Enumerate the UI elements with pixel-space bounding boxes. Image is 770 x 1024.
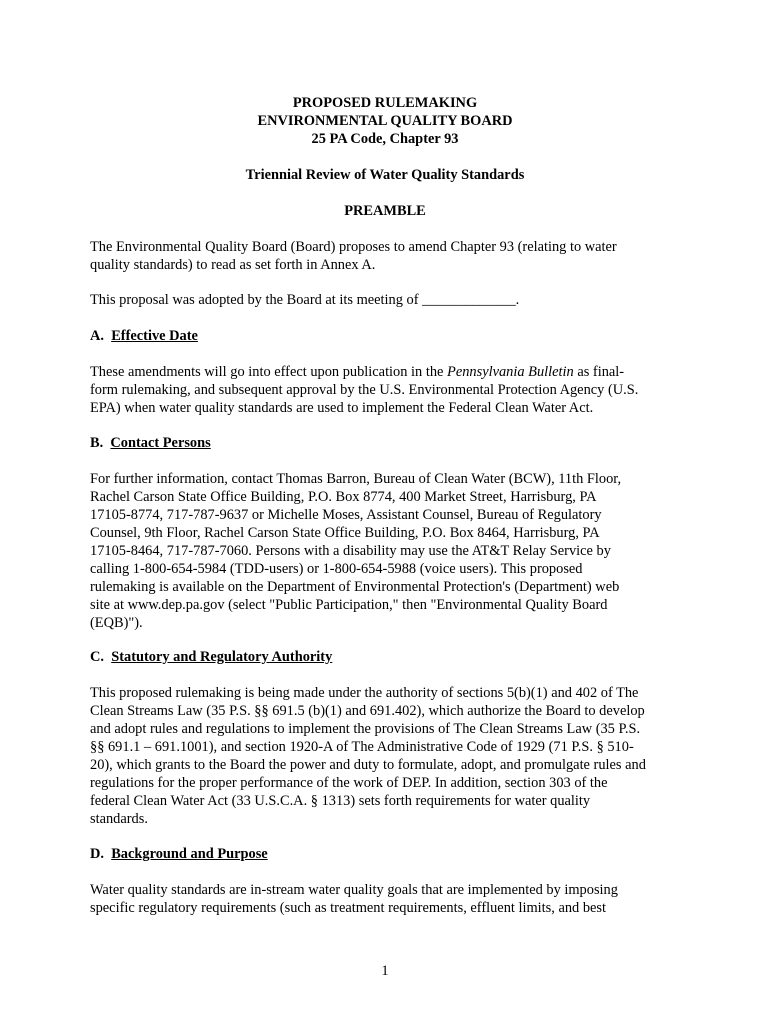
intro-paragraph [90,238,690,274]
text-line: 17105-8774, 717-787-9637 or Michelle Moses, Assistant Counsel, Bureau of Regulatory [90,507,602,523]
text-line: This proposal was adopted by the Board at its meeting of _____________. [90,292,520,308]
section-title: Statutory and Regulatory Authority [111,649,333,665]
section-d-heading [90,845,268,863]
section-title: Effective Date [111,328,198,344]
section-b-body [90,470,690,632]
section-title: Contact Persons [110,435,211,451]
section-letter: D. [90,846,104,862]
section-title: Background and Purpose [111,846,268,862]
text-line: Rachel Carson State Office Building, P.O. Box 8774, 400 Market Street, Harrisburg, PA [90,489,597,505]
section-c-body [90,684,690,828]
text-line: site at www.dep.pa.gov (select "Public Participation," then "Environmental Quality Board [90,597,608,613]
text-line: standards. [90,811,148,827]
text-line: 20), which grants to the Board the power and duty to formulate, adopt, and promulgate rules and [90,757,646,773]
text-line: EPA) when water quality standards are used to implement the Federal Clean Water Act. [90,400,594,416]
publication-name: Pennsylvania Bulletin [447,364,574,380]
text-line: For further information, contact Thomas Barron, Bureau of Clean Water (BCW), 11th Floor, [90,471,622,487]
text-line: Clean Streams Law (35 P.S. §§ 691.5 (b)(1) and 691.402), which authorize the Board to develop [90,703,645,719]
text-fragment: These amendments will go into effect upon publication in the [90,364,448,380]
text-line: The Environmental Quality Board (Board) proposes to amend Chapter 93 (relating to water [90,239,617,255]
heading-code-chapter: 25 PA Code, Chapter 93 [311,131,459,147]
text-line: specific regulatory requirements (such as treatment requirements, effluent limits, and best [90,900,607,916]
section-c-heading [90,648,332,666]
text-line: calling 1-800-654-5984 (TDD-users) or 1-800-654-5988 (voice users). This proposed [90,561,583,577]
text-line: (EQB)"). [90,615,143,631]
text-line: quality standards) to read as set forth in Annex A. [90,257,376,273]
section-a-heading [90,327,198,345]
text-line: rulemaking is available on the Department of Environmental Protection's (Department) web [90,579,620,595]
preamble-heading: PREAMBLE [344,203,426,219]
section-a-body [90,363,690,417]
text-line: and adopt rules and regulations to implement the provisions of The Clean Streams Law (35 P.S. [90,721,641,737]
section-letter: C. [90,649,104,665]
text-line [90,363,690,381]
text-line: This proposed rulemaking is being made under the authority of sections 5(b)(1) and 402 of The [90,685,639,701]
text-line: 17105-8464, 717-787-7060. Persons with a disability may use the AT&T Relay Service by [90,543,611,559]
section-letter: A. [90,328,104,344]
adoption-paragraph [90,291,690,309]
text-line: §§ 691.1 – 691.1001), and section 1920-A of The Administrative Code of 1929 (71 P.S. § 510- [90,739,634,755]
text-line: federal Clean Water Act (33 U.S.C.A. § 1313) sets forth requirements for water quality [90,793,591,809]
section-b-heading [90,434,211,452]
text-line: regulations for the proper performance of the work of DEP. In addition, section 303 of the [90,775,608,791]
heading-board-name: ENVIRONMENTAL QUALITY BOARD [257,113,513,129]
heading-proposed-rulemaking: PROPOSED RULEMAKING [292,95,478,111]
text-line: form rulemaking, and subsequent approval by the U.S. Environmental Protection Agency (U.S. [90,382,639,398]
page-number: 1 [381,963,389,979]
text-line: Counsel, 9th Floor, Rachel Carson State Office Building, P.O. Box 8464, Harrisburg, PA [90,525,600,541]
text-line: Water quality standards are in-stream water quality goals that are implemented by imposing [90,882,618,898]
section-letter: B. [90,435,104,451]
section-d-body [90,881,690,917]
text-fragment: as final- [573,364,625,380]
document-subtitle: Triennial Review of Water Quality Standards [245,167,525,183]
